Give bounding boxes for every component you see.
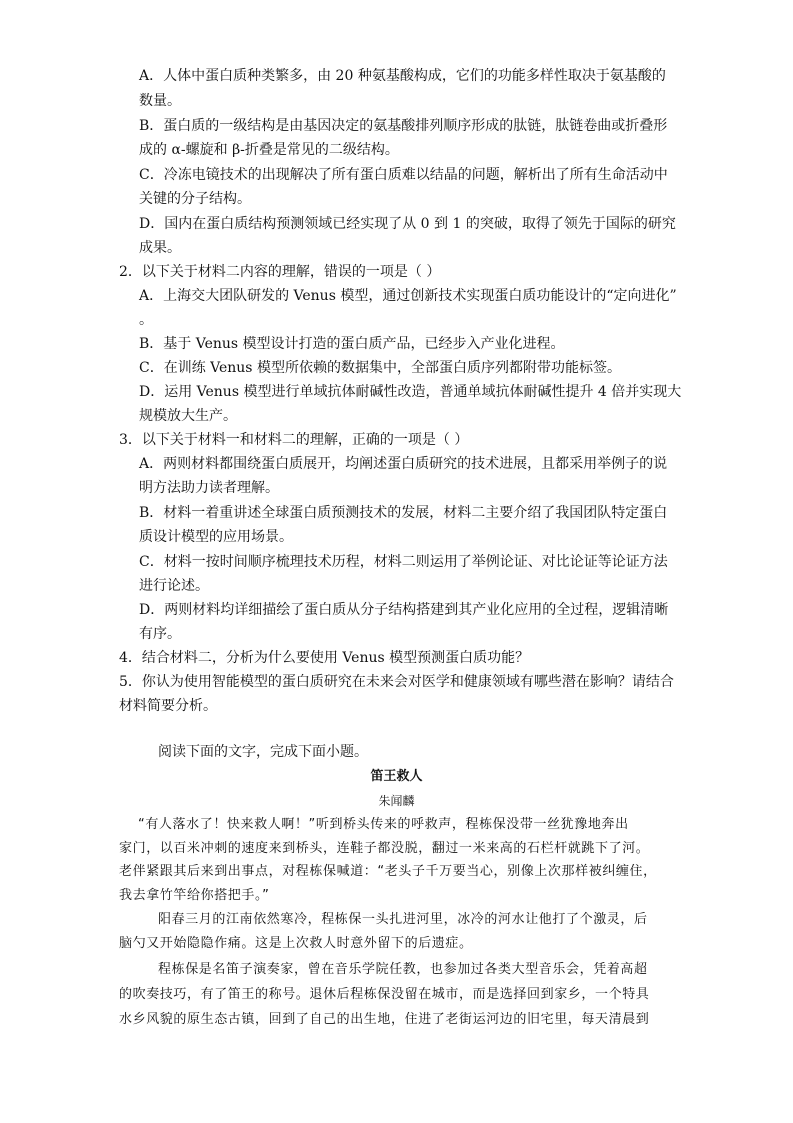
story-paragraph-3-line-2: 的吹奏技巧，有了笛王的称号。退休后程栋保没留在城市，而是选择回到家乡，一个特具 [119, 987, 650, 1002]
q1-option-a-cont: 数量。 [139, 93, 181, 109]
q3-option-a: A．两则材料都围绕蛋白质展开，均阐述蛋白质研究的技术进展，且都采用举例子的说 [139, 456, 668, 472]
q2-option-b: B．基于 Venus 模型设计打造的蛋白质产品，已经步入产业化进程。 [139, 336, 565, 352]
story-paragraph-2-line-2: 脑勺又开始隐隐作痛。这是上次救人时意外留下的后遗症。 [119, 936, 473, 951]
q3-stem: 3．以下关于材料一和材料二的理解，正确的一项是（ ） [119, 432, 469, 448]
story-paragraph-1-line-2: 家门，以百米冲刺的速度来到桥头，连鞋子都没脱，翻过一米来高的石栏杆就跳下了河。 [119, 841, 650, 856]
story-paragraph-1-line-1: “有人落水了！快来救人啊！”听到桥头传来的呼救声，程栋保没带一丝犹豫地奔出 [138, 817, 629, 832]
q2-option-c: C．在训练 Venus 模型所依赖的数据集中，全部蛋白质序列都附带功能标签。 [139, 360, 621, 376]
story-paragraph-3-line-1: 程栋保是名笛子演奏家，曾在音乐学院任教，也参加过各类大型音乐会，凭着高超 [158, 962, 648, 977]
q3-option-a-cont: 明方法助力读者理解。 [139, 480, 279, 496]
q1-option-b-cont: 成的 α-螺旋和 β-折叠是常见的二级结构。 [139, 142, 399, 158]
q2-stem: 2．以下关于材料二内容的理解，错误的一项是（ ） [119, 264, 441, 280]
q1-option-b: B．蛋白质的一级结构是由基因决定的氨基酸排列顺序形成的肽链，肽链卷曲或折叠形 [139, 118, 668, 134]
story-author: 朱闻麟 [378, 794, 415, 808]
story-paragraph-2-line-1: 阳春三月的江南依然寒冷，程栋保一头扎进河里，冰冷的河水让他打了个激灵，后 [158, 912, 648, 927]
story-title: 笛王救人 [370, 769, 423, 784]
reading-intro: 阅读下面的文字，完成下面小题。 [158, 744, 368, 760]
q1-option-c: C．冷冻电镜技术的出现解决了所有蛋白质难以结晶的问题，解析出了所有生命活动中 [139, 167, 668, 183]
story-paragraph-3-line-3: 水乡风貌的原生态古镇，回到了自己的出生地，住进了老街运河边的旧宅里，每天清晨到 [119, 1012, 650, 1027]
q5-stem: 5．你认为使用智能模型的蛋白质研究在未来会对医学和健康领域有哪些潜在影响？请结合 [119, 674, 674, 690]
q3-option-d: D．两则材料均详细描绘了蛋白质从分子结构搭建到其产业化应用的全过程，逻辑清晰 [139, 602, 669, 618]
q1-option-d-cont: 成果。 [139, 240, 181, 256]
q3-option-c-cont: 进行论述。 [139, 578, 209, 594]
q2-option-d: D．运用 Venus 模型进行单域抗体耐碱性改造，普通单域抗体耐碱性提升 4 倍并实现大 [139, 384, 682, 400]
story-paragraph-1-line-3: 老伴紧跟其后来到出事点，对程栋保喊道：“老头子千万要当心，别像上次那样被纠缠住， [119, 864, 657, 879]
q5-stem-cont: 材料简要分析。 [119, 698, 217, 714]
q2-option-d-cont: 规模放大生产。 [139, 408, 237, 424]
story-paragraph-1-line-4: 我去拿竹竿给你搭把手。” [119, 888, 270, 903]
q2-option-a-cont: 。 [139, 312, 153, 328]
q2-option-a: A．上海交大团队研发的 Venus 模型，通过创新技术实现蛋白质功能设计的“定向进化” [139, 288, 677, 304]
q1-option-a: A．人体中蛋白质种类繁多，由 20 种氨基酸构成，它们的功能多样性取决于氨基酸的 [139, 68, 666, 84]
q3-option-c: C．材料一按时间顺序梳理技术历程，材料二则运用了举例论证、对比论证等论证方法 [139, 554, 668, 570]
q3-option-d-cont: 有序。 [139, 626, 181, 642]
q1-option-d: D．国内在蛋白质结构预测领域已经实现了从 0 到 1 的突破，取得了领先于国际的研究 [139, 216, 676, 232]
q3-option-b: B．材料一着重讲述全球蛋白质预测技术的发展，材料二主要介绍了我国团队特定蛋白 [139, 505, 668, 521]
q3-option-b-cont: 质设计模型的应用场景。 [139, 529, 293, 545]
q1-option-c-cont: 关键的分子结构。 [139, 191, 251, 207]
q4-stem: 4．结合材料二，分析为什么要使用 Venus 模型预测蛋白质功能？ [119, 650, 530, 666]
